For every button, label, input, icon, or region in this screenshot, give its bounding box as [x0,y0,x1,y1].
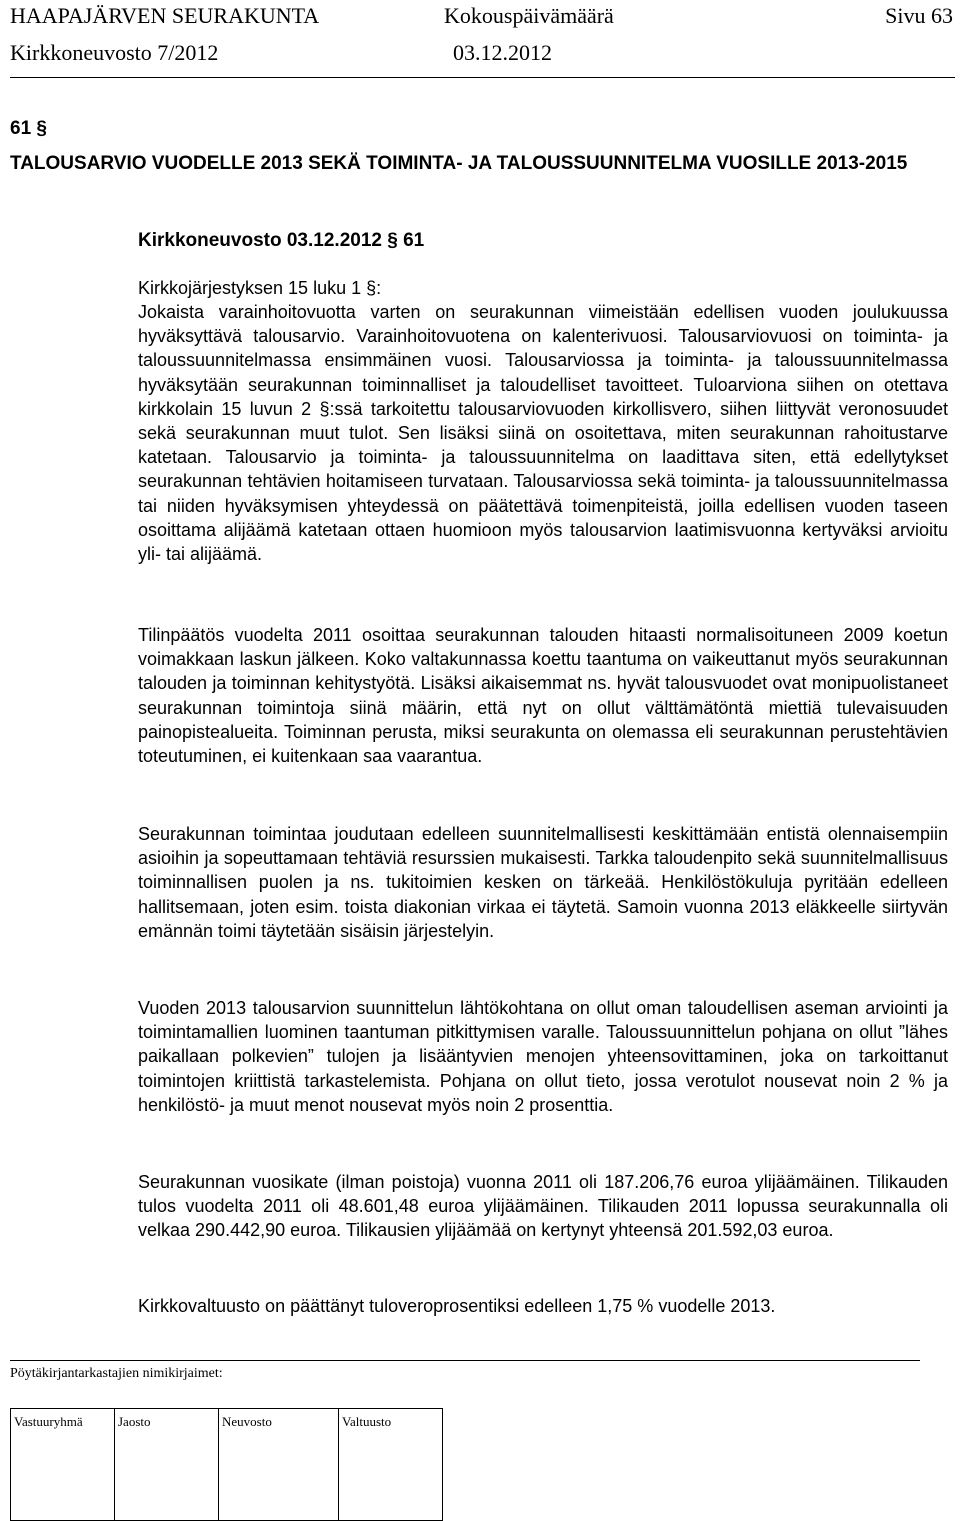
paragraph-tax-rate: Kirkkovaltuusto on päättänyt tuloveroprosentiksi edelleen 1,75 % vuodelle 2013. [138,1296,776,1316]
page-header [10,0,955,80]
section-title: TALOUSARVIO VUODELLE 2013 SEKÄ TOIMINTA- JA TALOUSSUUNNITELMA VUOSILLE 2013-2015 [10,153,908,174]
paragraph-financial-statement: Tilinpäätös vuodelta 2011 osoittaa seurakunnan talouden hitaasti normalisoituneen 2009 koetun voimakkaan laskun jälkeen. Koko valtakunnassa koettu taantuma on vaikeuttanut myös seurakunnan talouden ja toiminnan kehitystyötä. Lisäksi aikaisemmat ns. hyvät talousvuodet ovat monipuolistaneet seurakunnan toimintoja siinä määrin, että nyt on ollut välttämätöntä miettiä tulevaisuuden painopistealueita. Toiminnan perusta, miksi seurakunta on olemassa eli seurakunnan perustehtävien toteutuminen, ei kuitenkaan saa vaarantua. [138,625,948,767]
footer-cell-valtuusto: Valtuusto [339,1409,443,1521]
meeting-date: 03.12.2012 [453,40,552,65]
meeting-date-label: Kokouspäivämäärä [444,3,614,28]
signature-divider [10,1360,920,1361]
paragraph-operations: Seurakunnan toimintaa joudutaan edelleen suunnitelmallisesti keskittämään entistä olennaisempiin asioihin ja sopeuttamaan tehtäviä resurssien mukaisesti. Tarkka taloudenpito sekä suunnitelmallisuus toiminnallisen puolen ja ns. tukitoimien kesken on tärkeää. Henkilöstökuluja pyritään edelleen hallitsemaan, joten esim. toista diakonian virkaa ei täytetä. Samoin vuonna 2013 eläkkeelle siirtyvän emännän toimi täytetään sisäisin järjestelyin. [138,824,948,941]
meeting-reference: Kirkkoneuvosto 03.12.2012 § 61 [138,230,425,251]
footer-cell-jaosto: Jaosto [115,1409,219,1521]
footer-cell-neuvosto: Neuvosto [219,1409,339,1521]
signature-label: Pöytäkirjantarkastajien nimikirjaimet: [10,1366,223,1381]
paragraph-budget-planning: Vuoden 2013 talousarvion suunnittelun lähtökohtana on ollut oman taloudellisen aseman arviointi ja toimintamallien luominen taantuman pitkittymisen varalle. Taloussuunnittelun pohjana on ollut ”lähes paikallaan polkevien” tulojen ja lisääntyvien menojen yhteensovittaminen, joka on tarkoittanut toimintojen kriittistä tarkastelemista. Pohjana on ollut tieto, jossa verotulot nousevat noin 2 % ja henkilöstö- ja muut menot nousevat myös noin 2 prosenttia. [138,998,948,1115]
organization-name: HAAPAJÄRVEN SEURAKUNTA [10,3,320,28]
paragraph-financial-figures: Seurakunnan vuosikate (ilman poistoja) vuonna 2011 oli 187.206,76 euroa ylijäämäinen. Tilikauden tulos vuodelta 2011 oli 48.601,48 euroa ylijäämäinen. Tilikauden 2011 lopussa seurakunnalla oli velkaa 290.442,90 euroa. Tilikausien ylijäämää on kertynyt yhteensä 201.592,03 euroa. [138,1172,948,1241]
page-number: Sivu 63 [885,3,953,28]
board-session: Kirkkoneuvosto 7/2012 [10,40,219,65]
footer-signature-table [10,1408,443,1521]
legal-reference-heading: Kirkkojärjestyksen 15 luku 1 §: [138,278,382,298]
table-row [11,1409,443,1521]
legal-reference-text: Jokaista varainhoitovuotta varten on seurakunnan viimeistään edellisen vuoden joulukuussa hyväksyttävä talousarvio. Varainhoitovuotena on kalenterivuosi. Talousarviovuosi on toiminta- ja taloussuunnitelmassa ensimmäinen vuosi. Talousarviossa ja toiminta- ja taloussuunnitelmassa hyväksytään seurakunnan toiminnalliset ja taloudelliset tavoitteet. Tuloarviona siihen on otettava kirkkolain 15 luvun 2 §:ssä tarkoitettu talousarviovuoden kirkollisvero, siihen liittyvät veronosuudet sekä seurakunnan muut tulot. Sen lisäksi siinä on osoitettava, miten seurakunnan rahoitustarve katetaan. Talousarvio ja toiminta- ja taloussuunnitelma on laadittava siten, että edellytykset seurakunnan tehtävien hoitamiseen turvataan. Talousarviossa sekä toiminta- ja taloussuunnitelmassa tai niiden hyväksymisen yhteydessä on päätettävä toimenpiteistä, joilla edellisen vuoden taseen osoittama alijäämä katetaan ottaen huomioon myös talousarvion laatimisvuonna kertyväksi arvioitu yli- tai alijäämä. [138,302,948,565]
footer-cell-vastuuryhma: Vastuuryhmä [11,1409,115,1521]
header-divider [10,77,955,78]
section-number: 61 § [10,118,47,139]
